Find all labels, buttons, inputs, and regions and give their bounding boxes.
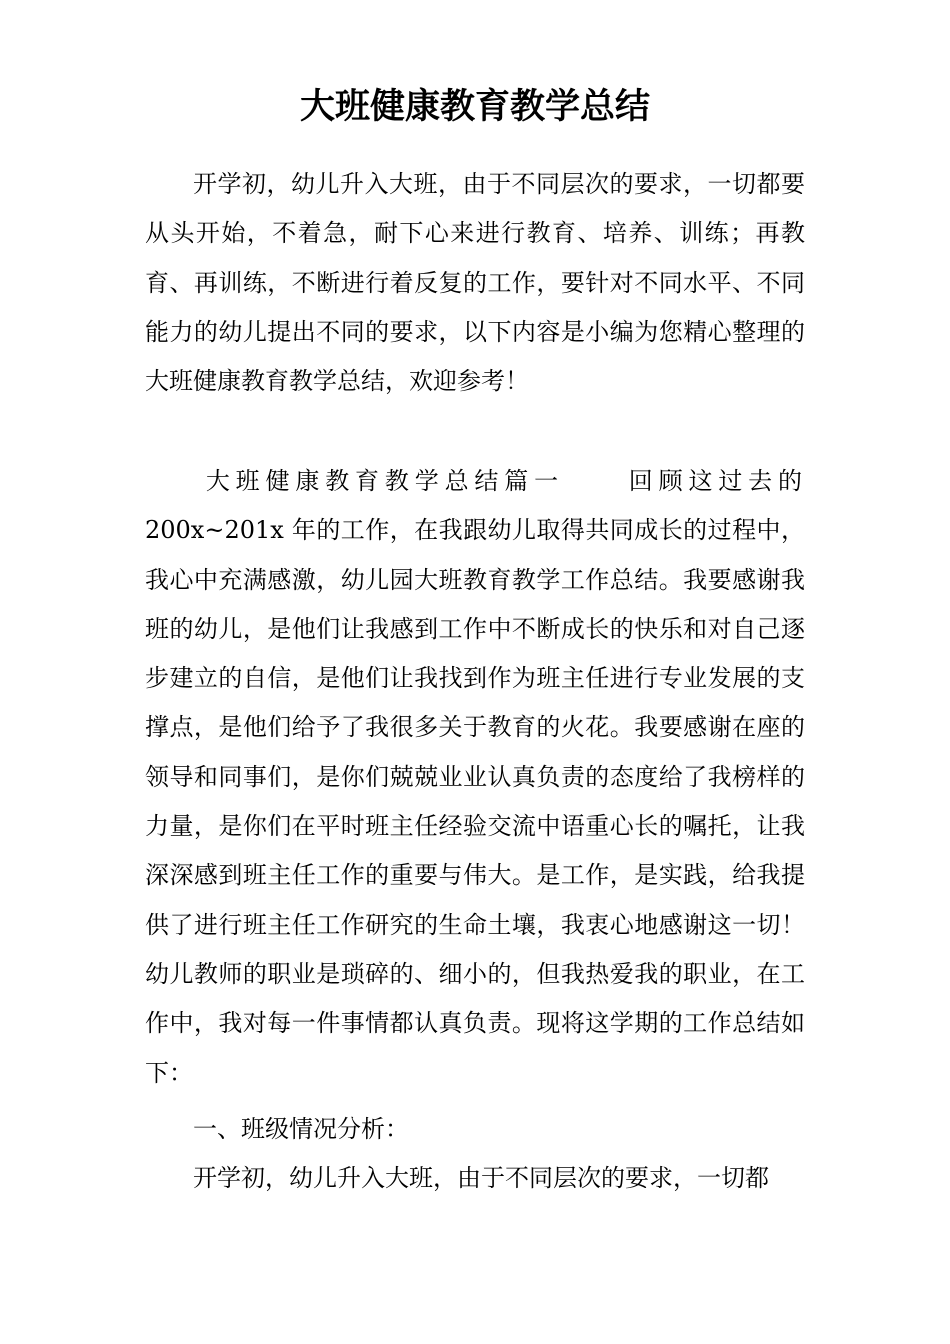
document-title: 大班健康教育教学总结 — [299, 86, 650, 127]
subheading-class-analysis: 一、班级情况分析： — [193, 1115, 409, 1143]
last-paragraph: 开学初，幼儿升入大班，由于不同层次的要求，一切都 — [193, 1164, 769, 1192]
section-one-lead: 回顾这过去的 — [625, 467, 806, 495]
section-one-heading: 大班健康教育教学总结篇一 — [203, 467, 564, 495]
intro-paragraph: 开学初，幼儿升入大班，由于不同层次的要求，一切都要从头开始，不着急，耐下心来进行教育、培养、训练；再教育、再训练，不断进行着反复的工作，要针对不同水平、不同能力的幼儿提出不同的要求，以下内容是小编为您精心整理的大班健康教育教学总结，欢迎参考！ — [145, 170, 805, 396]
section-one-paragraph — [145, 457, 805, 1098]
section-one-body: 200x~201x 年的工作，在我跟幼儿取得共同成长的过程中，我心中充满感激，幼儿园大班教育教学工作总结。我要感谢我班的幼儿，是他们让我感到工作中不断成长的快乐和对自己逐步建立的自信，是他们让我找到作为班主任进行专业发展的支撑点，是他们给予了我很多关于教育的火花。我要感谢在座的领导和同事们，是你们兢兢业业认真负责的态度给了我榜样的力量，是你们在平时班主任经验交流中语重心长的嘱托，让我深深感到班主任工作的重要与伟大。是工作，是实践，给我提供了进行班主任工作研究的生命土壤，我衷心地感谢这一切！幼儿教师的职业是琐碎的、细小的，但我热爱我的职业，在工作中，我对每一件事情都认真负责。现将这学期的工作总结如下： — [145, 516, 805, 1087]
